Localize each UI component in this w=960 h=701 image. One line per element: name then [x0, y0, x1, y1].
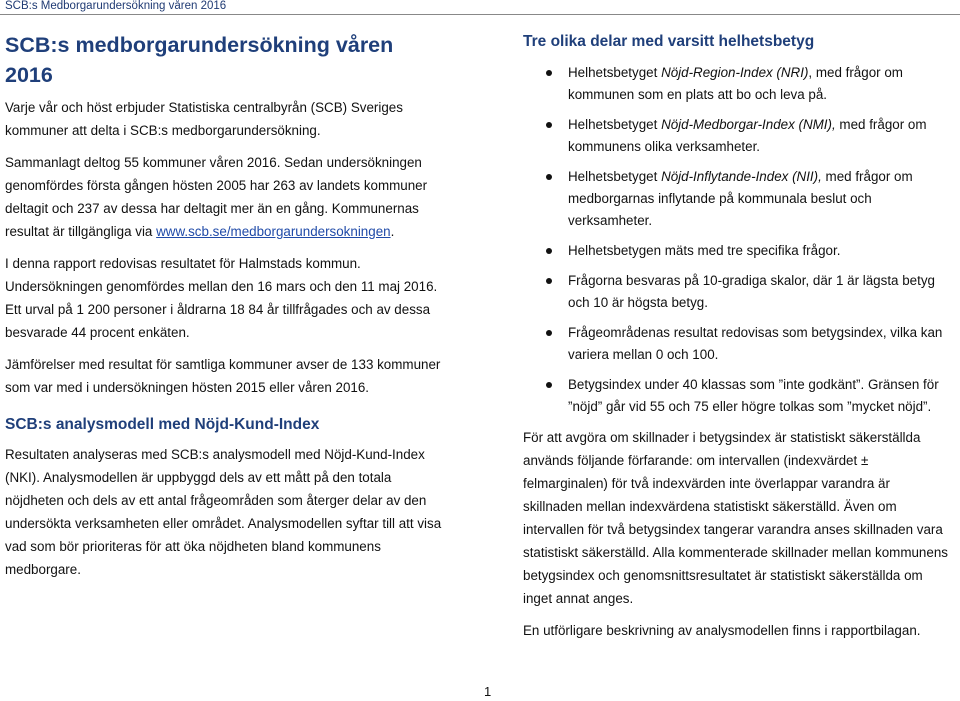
scb-link[interactable]: www.scb.se/medborgarundersokningen: [156, 224, 391, 239]
bullet-icon: [546, 70, 552, 76]
bullet-icon: [546, 174, 552, 180]
running-header: [0, 0, 960, 15]
comparison-paragraph: Jämförelser med resultat för samtliga kommuner avser de 133 kommuner som var med i undersökningen hösten 2015 eller våren 2016.: [5, 357, 441, 395]
participation-paragraph: [5, 151, 445, 243]
bullet-item: Frågorna besvaras på 10-gradiga skalor, där 1 är lägsta betyg och 10 är högsta betyg.: [523, 270, 953, 314]
running-header-title: SCB:s Medborgarundersökning våren 2016: [5, 0, 227, 12]
bullet-item: Helhetsbetyget Nöjd-Region-Index (NRI), med frågor om kommunen som en plats att bo och leva på.: [523, 62, 953, 106]
bullet-item: Betygsindex under 40 klassas som ”inte godkänt”. Gränsen för ”nöjd” går vid 55 och 75 eller högre tolkas som ”mycket nöjd”.: [523, 374, 953, 418]
bullet-item: Helhetsbetyget Nöjd-Inflytande-Index (NII), med frågor om medborgarnas inflytande på kommunala beslut och verksamheter.: [523, 166, 953, 232]
bullet-icon: [546, 278, 552, 284]
bullet-icon: [546, 330, 552, 336]
index-bullet-list: [523, 62, 953, 418]
report-paragraph: I denna rapport redovisas resultatet för Halmstads kommun. Undersökningen genomfördes mellan den 16 mars och den 11 maj 2016. Ett urval på 1 200 personer i åldrarna 18 84 år tillfrågades och av dessa besvarade 44 procent enkäten.: [5, 256, 438, 340]
participation-text: Sammanlagt deltog 55 kommuner våren 2016. Sedan undersökningen genomfördes första gången hösten 2005 har 263 av landets kommuner deltagit och 237 av dessa har deltagit mer än en gång. Kommunernas resultat är tillgängliga via: [5, 155, 428, 239]
method-paragraph: För att avgöra om skillnader i betygsindex är statistiskt säkerställda används följande förfarande: om intervallen (indexvärdet ± felmarginalen) för två indexvärden inte överlappar varandra är skillnaden mellan indexvärdena statistiskt säkerställd. Även om intervallen för två betygsindex tangerar varandra anses skillnaden vara statistiskt säkerställd. Alla kommenterade skillnader mellan kommunens betygsindex och genomsnittsresultatet är statistiskt säkerställda om inget annat anges.: [523, 430, 948, 606]
bullet-item: Helhetsbetygen mäts med tre specifika frågor.: [523, 240, 953, 262]
bullet-item: Frågeområdenas resultat redovisas som betygsindex, vilka kan variera mellan 0 och 100.: [523, 322, 953, 366]
bullet-icon: [546, 122, 552, 128]
model-paragraph: Resultaten analyseras med SCB:s analysmodell med Nöjd-Kund-Index (NKI). Analysmodellen är uppbyggd dels av ett mått på den totala nöjdheten och dels av ett antal frågeområden som återger delar av den undersökta verksamheten eller området. Analysmodellen syftar till att visa vad som bör prioriteras för att öka nöjdheten bland kommunens medborgare.: [5, 447, 442, 577]
bullet-item: Helhetsbetyget Nöjd-Medborgar-Index (NMI), med frågor om kommunens olika verksamheter.: [523, 114, 953, 158]
model-heading: SCB:s analysmodell med Nöjd-Kund-Index: [5, 416, 320, 433]
intro-paragraph: Varje vår och höst erbjuder Statistiska centralbyrån (SCB) Sveriges kommuner att delta i SCB:s medborgarundersökning.: [5, 100, 403, 138]
page-number: 1: [484, 684, 492, 699]
link-suffix: .: [390, 224, 395, 239]
page-title: SCB:s medborgarundersökning våren 2016: [5, 33, 394, 87]
closing-paragraph: En utförligare beskrivning av analysmodellen finns i rapportbilagan.: [523, 623, 921, 638]
bullet-icon: [546, 248, 552, 254]
bullet-icon: [546, 382, 552, 388]
index-heading: Tre olika delar med varsitt helhetsbetyg: [523, 33, 815, 50]
right-column: [523, 30, 953, 642]
left-column: [5, 30, 445, 581]
